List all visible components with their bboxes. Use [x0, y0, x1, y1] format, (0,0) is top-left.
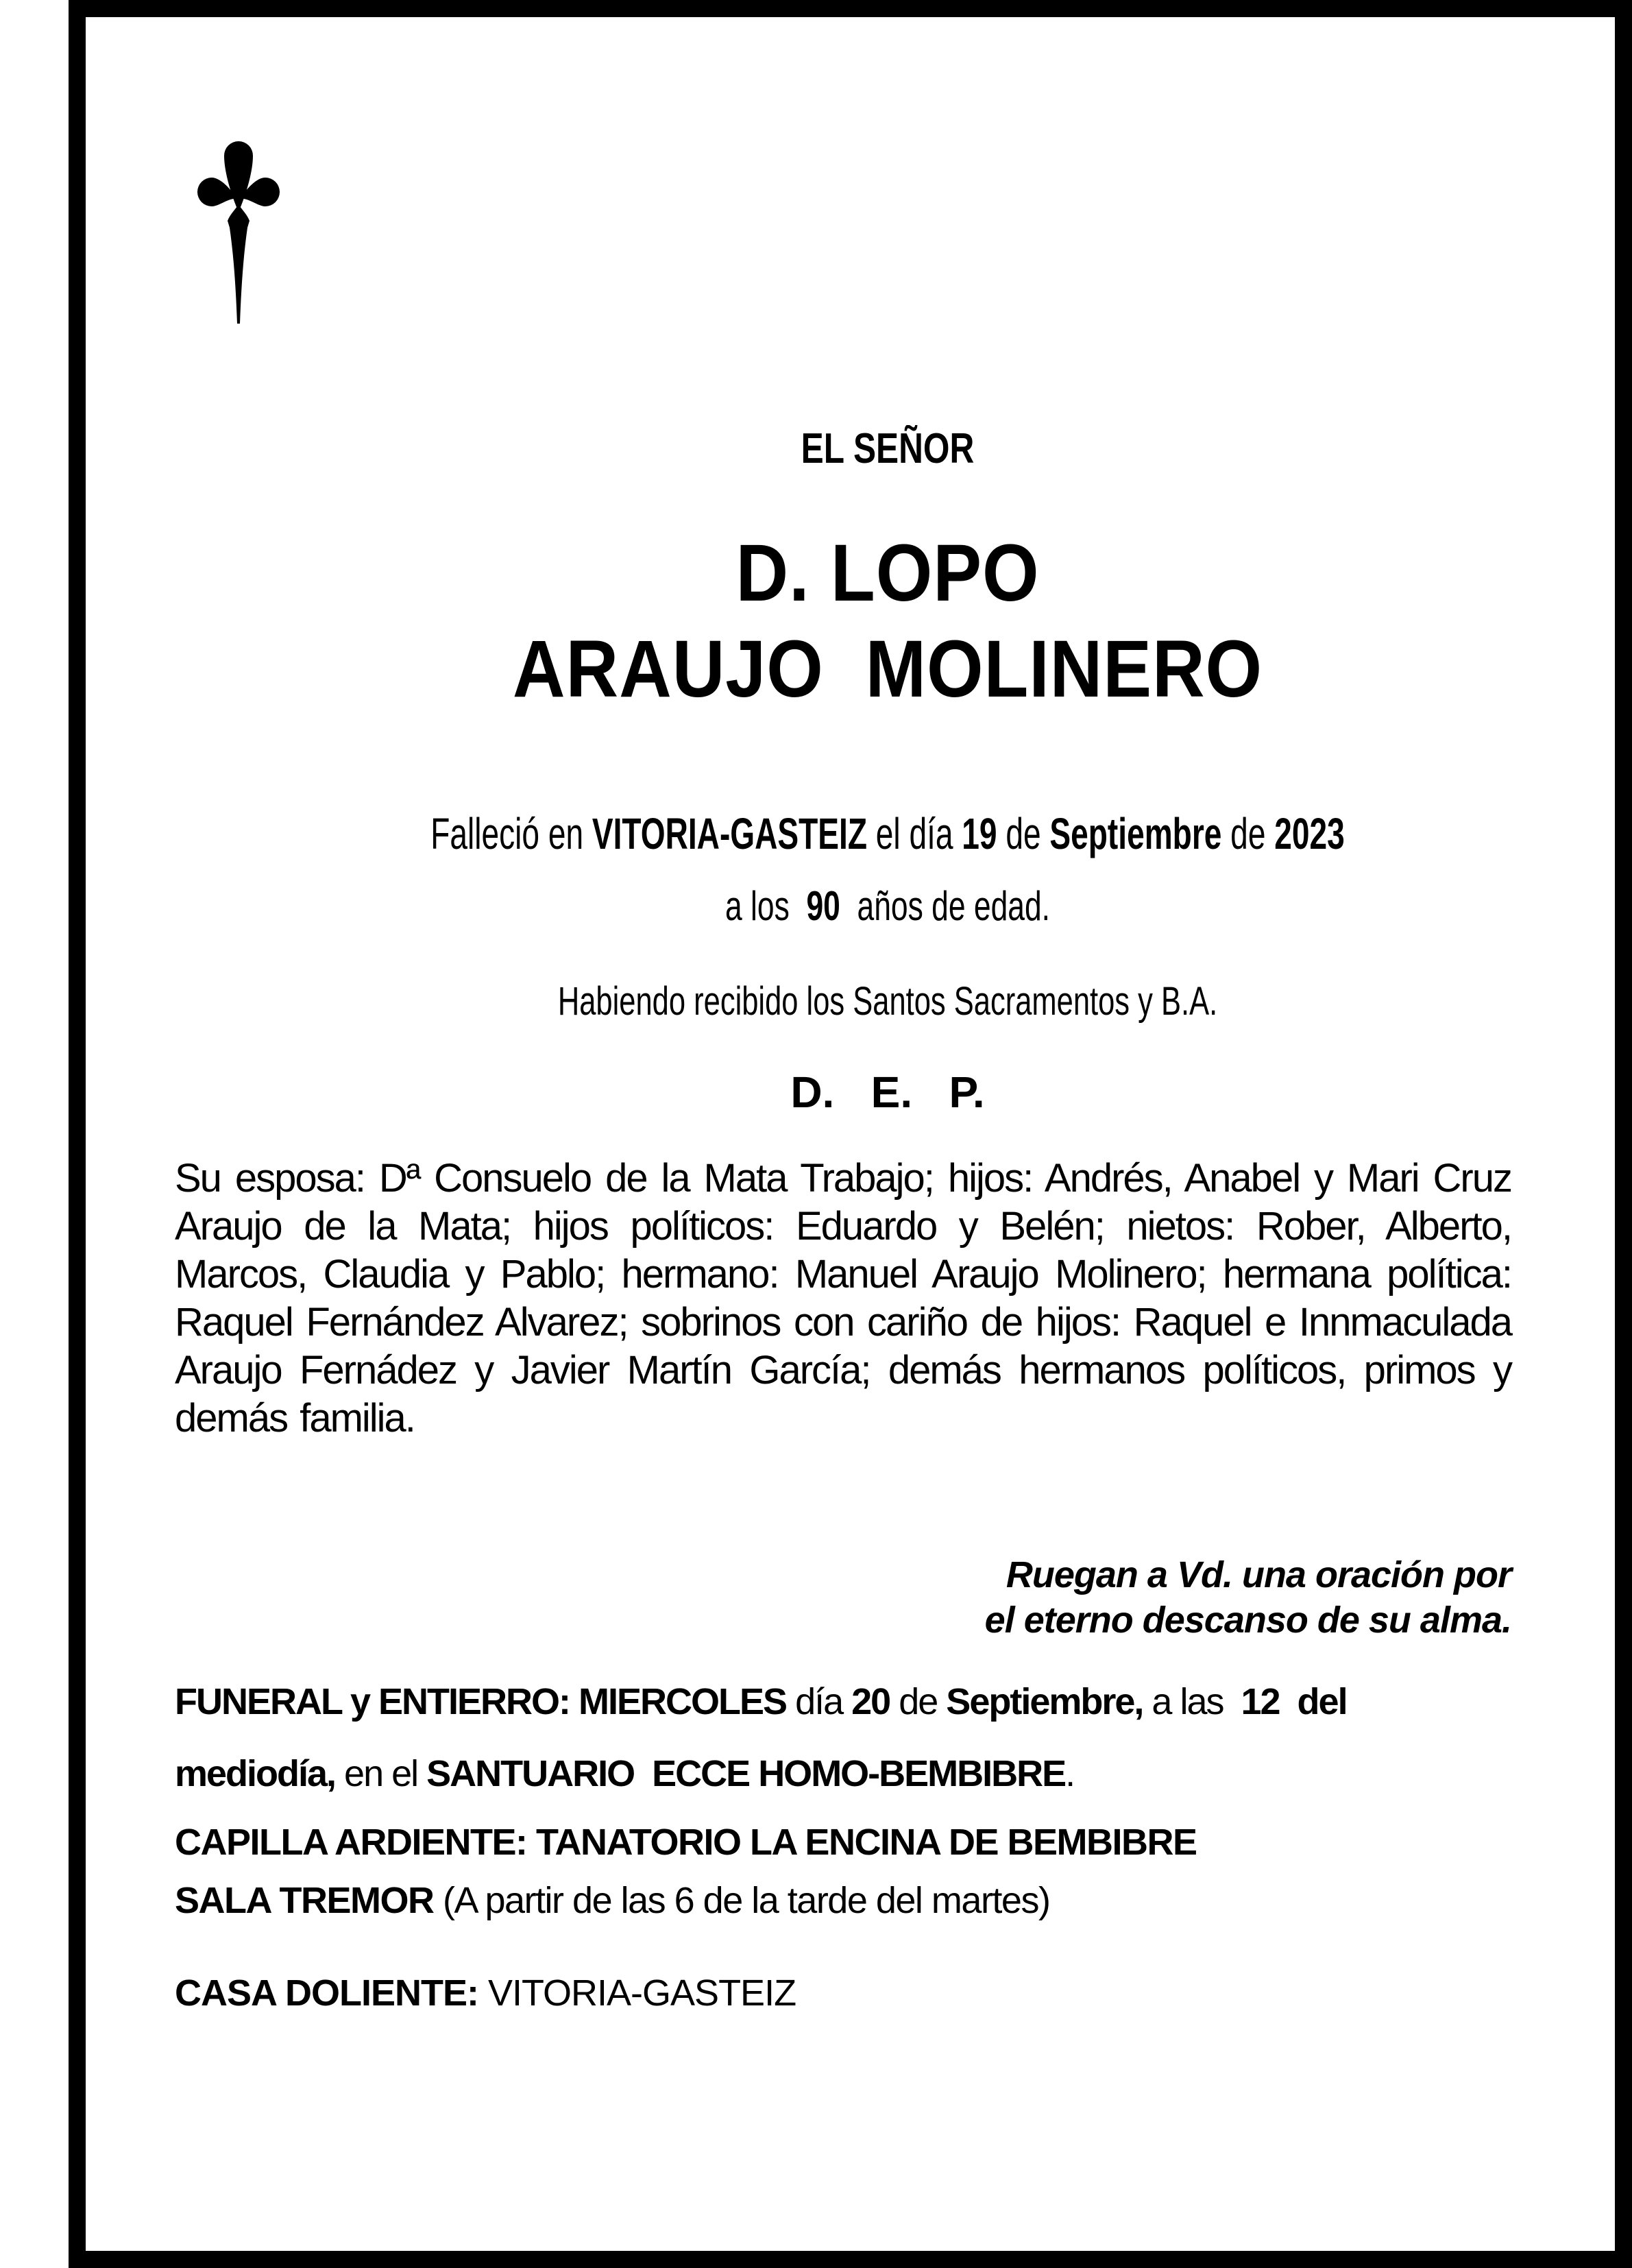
text-segment: VITORIA-GASTEIZ — [592, 809, 867, 858]
text-segment: FUNERAL y ENTIERRO: MIERCOLES — [175, 1681, 787, 1722]
chapel-line-1: CAPILLA ARDIENTE: TANATORIO LA ENCINA DE BEMBIBRE — [175, 1822, 1197, 1863]
text-segment: de — [1221, 809, 1275, 858]
dep-abbreviation: D. E. P. — [790, 1067, 985, 1117]
chapel-line-2 — [175, 1882, 1511, 1919]
sacraments-line: Habiendo recibido los Santos Sacramentos y B.A. — [557, 979, 1218, 1024]
text-segment: . — [1065, 1753, 1075, 1794]
text-segment: Falleció en — [430, 809, 592, 858]
text-segment: mediodía, — [175, 1753, 336, 1794]
mourning-home-line — [175, 1975, 1511, 2012]
text-segment: SANTUARIO ECCE HOMO-BEMBIBRE — [426, 1753, 1066, 1794]
text-segment: el día — [866, 809, 962, 858]
deceased-name-line2: ARAUJO MOLINERO — [512, 624, 1263, 714]
text-segment: SALA TREMOR — [175, 1880, 434, 1921]
text-segment: años de edad. — [840, 883, 1050, 929]
deceased-name-line1: D. LOPO — [735, 528, 1040, 618]
text-segment: VITORIA-GASTEIZ — [478, 1973, 796, 2014]
border-frame — [69, 0, 1632, 2268]
honorific-title: EL SEÑOR — [801, 425, 975, 472]
family-paragraph: Su esposa: Dª Consuelo de la Mata Trabajo; hijos: Andrés, Anabel y Mari Cruz Araujo de la Mata; hijos políticos: Eduardo y Belén; nietos: Rober, Alberto, Marcos, Claudia y Pablo; hermano: Manuel Araujo Molinero; hermana política: Raquel Fernández Alvarez; sobrinos con cariño de hijos: Raquel e Innmaculada Araujo Fernádez y Javier Martín García; demás hermanos políticos, primos y demás familia. — [175, 1156, 1511, 1440]
funeral-line-1 — [175, 1683, 1511, 1720]
text-segment: (A partir de las 6 de la tarde del martes) — [433, 1880, 1050, 1921]
cross-icon — [197, 141, 280, 327]
text-segment: CASA DOLIENTE: — [175, 1973, 478, 2014]
text-segment: 90 — [806, 883, 840, 929]
text-segment: en el — [335, 1753, 427, 1794]
text-segment: a las — [1143, 1681, 1241, 1722]
text-segment: Septiembre, — [946, 1681, 1143, 1722]
text-segment: 12 del — [1241, 1681, 1347, 1722]
funeral-line-2 — [175, 1755, 1511, 1792]
text-segment: Septiembre — [1049, 809, 1222, 858]
text-segment: día — [786, 1681, 852, 1722]
text-segment: 20 — [851, 1681, 890, 1722]
text-segment: 19 — [962, 809, 997, 858]
age-line — [393, 883, 1383, 929]
prayer-request — [175, 1552, 1511, 1643]
prayer-line-2: el eterno descanso de su alma. — [984, 1600, 1511, 1641]
text-segment: a los — [725, 883, 807, 929]
text-segment: de — [890, 1681, 947, 1722]
text-segment: 2023 — [1274, 809, 1345, 858]
text-segment: de — [997, 809, 1050, 858]
death-place-date-line — [406, 809, 1369, 858]
prayer-line-1: Ruegan a Vd. una oración por — [1006, 1554, 1511, 1595]
